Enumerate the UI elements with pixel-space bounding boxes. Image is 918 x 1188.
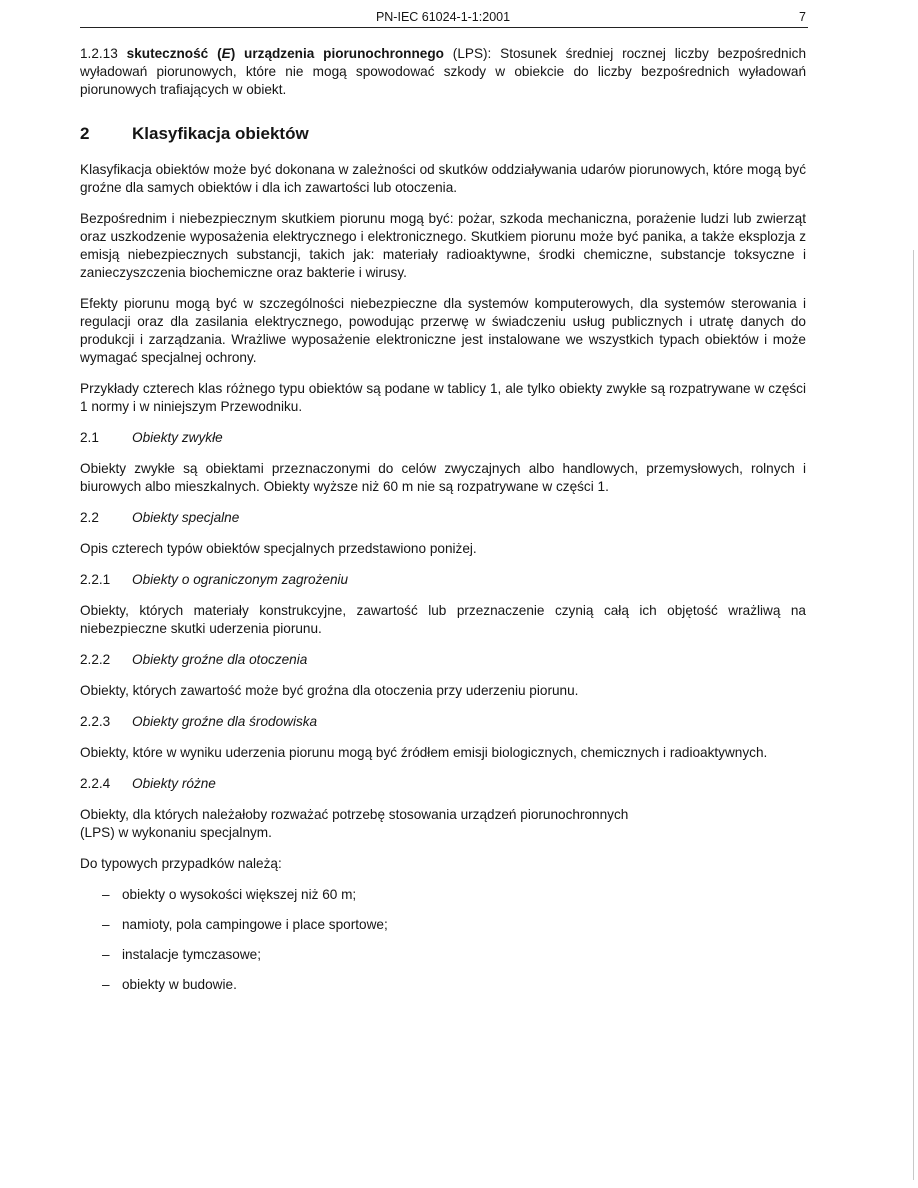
subsection-2-2-heading: 2.2 Obiekty specjalne	[80, 510, 240, 525]
paragraph: Klasyfikacja obiektów może być dokonana w zależności od skutków oddziaływania udarów piorunowych, które mogą być groźne dla samych obiektów i dla ich zawartości lub otoczenia.	[80, 162, 806, 195]
subsection-2-2-3-heading: 2.2.3 Obiekty groźne dla środowiska	[80, 714, 318, 729]
definition-text: (LPS): Stosunek średniej rocznej liczby bezpośrednich wyładowań piorunowych, które nie mogą spowodować szkody w obiekcie do liczby bezpośrednich wyładowań piorunowych trafiających w obiekt.	[80, 46, 806, 97]
subsection-2-2-1-heading: 2.2.1 Obiekty o ograniczonym zagrożeniu	[80, 572, 349, 587]
definition-term: skuteczność (E) urządzenia piorunochronnego	[126, 46, 444, 61]
subsection-2-2-4-heading: 2.2.4 Obiekty różne	[80, 776, 216, 791]
subsection-2-2-2-heading: 2.2.2 Obiekty groźne dla otoczenia	[80, 652, 308, 667]
page-number: 7	[799, 10, 806, 24]
definition-1-2-13	[80, 45, 806, 99]
list-intro: Do typowych przypadków należą:	[80, 856, 282, 871]
paragraph: Przykłady czterech klas różnego typu obiektów są podane w tablicy 1, ale tylko obiekty zwykłe są rozpatrywane w części 1 normy i w niniejszym Przewodniku.	[80, 381, 806, 414]
paragraph: Obiekty, dla których należałoby rozważać potrzebę stosowania urządzeń piorunochronnych (LPS) w wykonaniu specjalnym.	[80, 807, 629, 840]
paragraph: Obiekty, których zawartość może być groźna dla otoczenia przy uderzeniu piorunu.	[80, 683, 579, 698]
list-item: – namioty, pola campingowe i place sportowe;	[102, 917, 388, 932]
scan-edge-line	[913, 250, 914, 1180]
section-number: 2	[80, 124, 90, 143]
list-item: – obiekty w budowie.	[102, 977, 237, 992]
paragraph: Obiekty zwykłe są obiektami przeznaczonymi do celów zwyczajnych albo handlowych, przemysłowych, rolnych i biurowych albo mieszkalnych. Obiekty wyższe niż 60 m nie są rozpatrywane w części 1.	[80, 461, 806, 494]
header-rule	[80, 27, 808, 28]
page-header	[80, 8, 806, 28]
paragraph: Bezpośrednim i niebezpiecznym skutkiem piorunu mogą być: pożar, szkoda mechaniczna, porażenie ludzi lub zwierząt oraz uszkodzenie wyposażenia elektrycznego i elektronicznego. Skutkiem piorunu może być panika, a także eksplozja z emisją niebezpiecznych substancji, takich jak: materiały radioaktywne, środki chemiczne, substancje toksyczne i zanieczyszczenia biochemiczne oraz bakterie i wirusy.	[80, 211, 806, 280]
section-title: Klasyfikacja obiektów	[132, 124, 309, 143]
definition-number: 1.2.13	[80, 46, 118, 61]
list-item: – instalacje tymczasowe;	[102, 947, 262, 962]
paragraph: Obiekty, które w wyniku uderzenia piorunu mogą być źródłem emisji biologicznych, chemicznych i radioaktywnych.	[80, 745, 768, 760]
list-item: – obiekty o wysokości większej niż 60 m;	[102, 887, 357, 902]
standard-designation: PN-IEC 61024-1-1:2001	[375, 10, 511, 24]
paragraph: Obiekty, których materiały konstrukcyjne, zawartość lub przeznaczenie czynią całą ich objętość wrażliwą na niebezpieczne skutki uderzenia piorunu.	[80, 603, 806, 636]
section-2-heading	[80, 123, 806, 145]
subsection-2-1-heading: 2.1 Obiekty zwykłe	[80, 430, 223, 445]
paragraph: Opis czterech typów obiektów specjalnych przedstawiono poniżej.	[80, 541, 477, 556]
page-content	[80, 45, 806, 1006]
paragraph: Efekty piorunu mogą być w szczególności niebezpieczne dla systemów komputerowych, dla systemów sterowania i regulacji oraz dla zasilania elektrycznego, powodując przerwę w świadczeniu usług publicznych i utratę danych do produkcji i zarządzania. Wrażliwe wyposażenie elektroniczne jest instalowane we wszystkich typach obiektów i może wymagać specjalnej ochrony.	[80, 296, 806, 365]
typical-cases-list	[80, 886, 806, 994]
